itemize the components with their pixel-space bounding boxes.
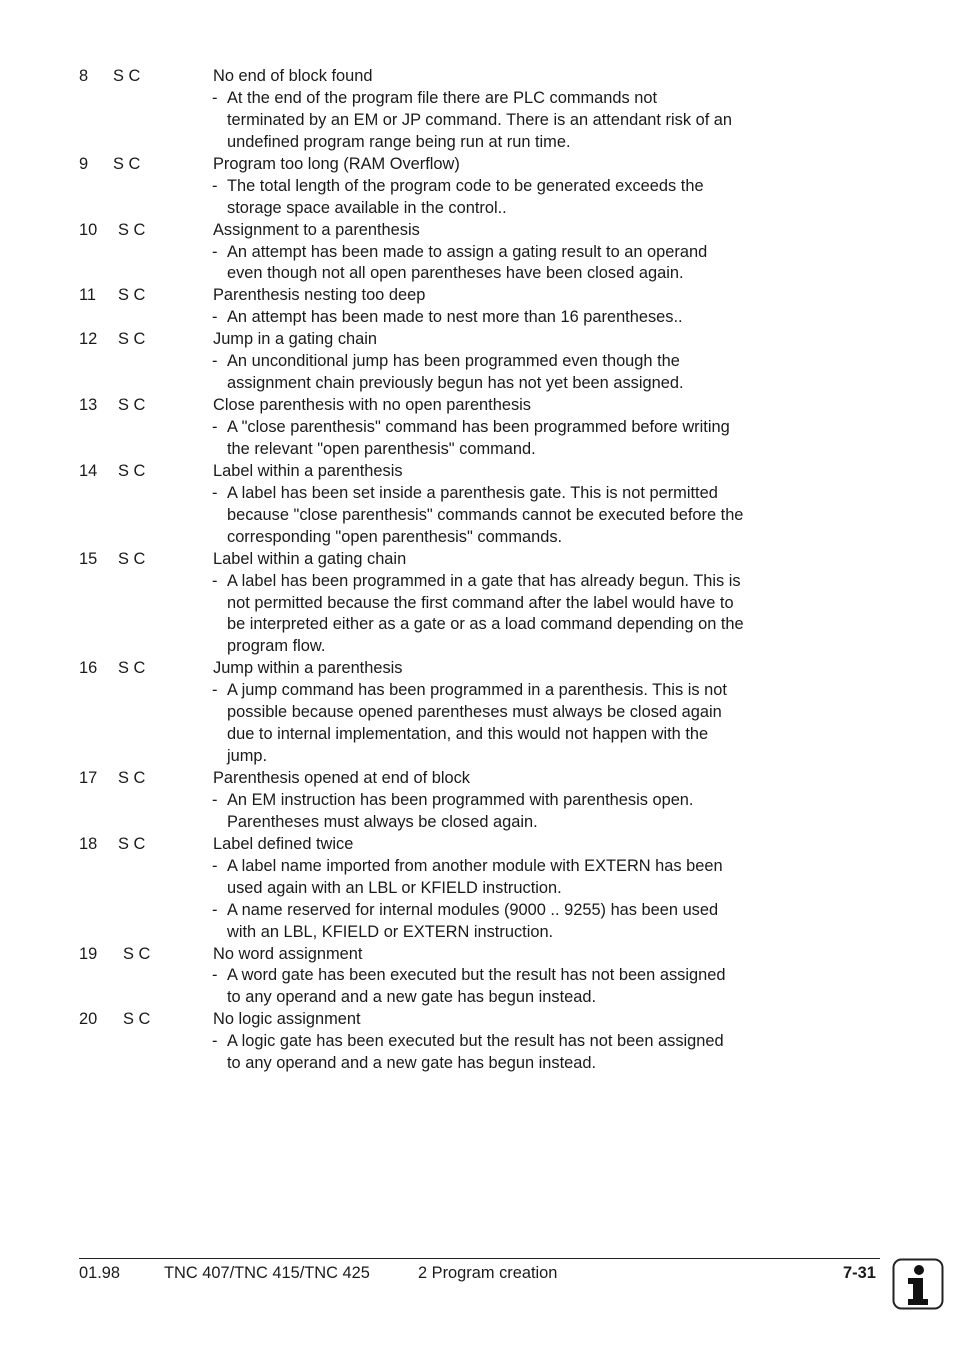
error-description-text: program flow. xyxy=(227,637,326,656)
error-description-text: An attempt has been made to assign a gating result to an operand xyxy=(227,242,708,261)
error-description-line xyxy=(0,965,954,987)
error-entry-header xyxy=(0,154,954,176)
error-codes: S C xyxy=(113,154,141,173)
footer-page-number: 7-31 xyxy=(843,1264,876,1282)
bullet-dash: - xyxy=(212,483,218,502)
bullet-dash: - xyxy=(212,900,218,919)
bullet-dash: - xyxy=(212,966,218,985)
error-codes: S C xyxy=(118,834,146,853)
error-number: 12 xyxy=(79,330,98,349)
error-description-text: corresponding "open parenthesis" commands. xyxy=(227,527,563,546)
error-entry-header xyxy=(0,1009,954,1031)
error-number: 15 xyxy=(79,549,98,568)
error-description-line xyxy=(0,439,954,461)
error-codes: S C xyxy=(118,286,146,305)
error-description-line xyxy=(0,1031,954,1053)
error-number: 19 xyxy=(79,944,98,963)
error-description-text: Parentheses must always be closed again. xyxy=(227,812,538,831)
error-description-line xyxy=(0,110,954,132)
error-description-text: terminated by an EM or JP command. There is an attendant risk of an xyxy=(227,110,733,129)
error-description-text: jump. xyxy=(227,747,268,766)
error-description-text: be interpreted either as a gate or as a load command depending on the xyxy=(227,615,744,634)
error-description-text: storage space available in the control.. xyxy=(227,198,507,217)
bullet-dash: - xyxy=(212,308,218,327)
error-description-text: with an LBL, KFIELD or EXTERN instruction. xyxy=(227,922,554,941)
error-description-text: the relevant "open parenthesis" command. xyxy=(227,439,536,458)
bullet-dash: - xyxy=(212,571,218,590)
error-description-line xyxy=(0,878,954,900)
error-description-text: An EM instruction has been programmed with parenthesis open. xyxy=(227,790,694,809)
error-number: 10 xyxy=(79,220,98,239)
error-title: Parenthesis opened at end of block xyxy=(213,769,470,787)
error-description-line xyxy=(0,483,954,505)
error-description-text: An attempt has been made to nest more than 16 parentheses.. xyxy=(227,308,683,327)
error-description-text: At the end of the program file there are PLC commands not xyxy=(227,88,658,107)
error-codes: S C xyxy=(118,330,146,349)
error-codes: S C xyxy=(118,396,146,415)
error-title: Label within a gating chain xyxy=(213,549,407,568)
footer-chapter: 2 Program creation xyxy=(418,1264,558,1282)
error-description-text: undefined program range being run at run time. xyxy=(227,132,571,151)
error-codes: S C xyxy=(123,1010,151,1029)
error-description-line xyxy=(0,242,954,264)
error-description-text: due to internal implementation, and this would not happen with the xyxy=(227,725,709,744)
error-description-line xyxy=(0,790,954,812)
error-description-line xyxy=(0,198,954,220)
error-description-line xyxy=(0,812,954,834)
error-entry-header xyxy=(0,549,954,571)
error-description-text: possible because opened parentheses must always be closed again xyxy=(227,703,722,722)
error-description-line xyxy=(0,746,954,768)
error-codes: S C xyxy=(113,67,141,85)
footer-date: 01.98 xyxy=(79,1264,121,1282)
bullet-dash: - xyxy=(212,1032,218,1051)
bullet-dash: - xyxy=(212,418,218,436)
page-footer xyxy=(0,1258,954,1318)
error-description-line xyxy=(0,263,954,285)
error-description-line xyxy=(0,702,954,724)
error-description-text: not permitted because the first command after the label would have to xyxy=(227,593,734,612)
bullet-dash: - xyxy=(212,176,218,195)
error-entry-header xyxy=(0,395,954,417)
error-title: Parenthesis nesting too deep xyxy=(213,286,426,305)
error-list xyxy=(0,66,954,1075)
error-entry-header xyxy=(0,461,954,483)
bullet-dash: - xyxy=(212,352,218,371)
error-description-text: even though not all open parentheses have been closed again. xyxy=(227,264,684,283)
error-codes: S C xyxy=(118,549,146,568)
error-description-line xyxy=(0,307,954,329)
error-description-line xyxy=(0,680,954,702)
error-codes: S C xyxy=(123,944,151,963)
error-description-text: to any operand and a new gate has begun instead. xyxy=(227,1054,597,1073)
error-description-text: A "close parenthesis" command has been programmed before writing xyxy=(227,418,730,436)
error-description-line xyxy=(0,373,954,395)
error-number: 20 xyxy=(79,1010,98,1029)
error-title: Jump within a parenthesis xyxy=(213,659,403,678)
error-title: No word assignment xyxy=(213,944,363,963)
error-entry-header xyxy=(0,768,954,790)
error-description-text: A label has been set inside a parenthesis gate. This is not permitted xyxy=(227,483,718,502)
error-description-text: A jump command has been programmed in a parenthesis. This is not xyxy=(227,681,727,700)
error-title: No end of block found xyxy=(213,67,373,85)
error-description-line xyxy=(0,636,954,658)
error-description-line xyxy=(0,593,954,615)
error-entry-header xyxy=(0,944,954,966)
error-title: No logic assignment xyxy=(213,1010,361,1029)
info-icon xyxy=(892,1258,944,1310)
bullet-dash: - xyxy=(212,88,218,107)
error-description-text: used again with an LBL or KFIELD instruction. xyxy=(227,878,562,897)
error-entry-header xyxy=(0,66,954,88)
error-title: Close parenthesis with no open parenthesis xyxy=(213,396,531,415)
bullet-dash: - xyxy=(212,681,218,700)
error-entry-header xyxy=(0,834,954,856)
bullet-dash: - xyxy=(212,790,218,809)
error-description-text: A label name imported from another module with EXTERN has been xyxy=(227,856,723,875)
error-number: 13 xyxy=(79,396,98,415)
error-number: 18 xyxy=(79,834,98,853)
error-codes: S C xyxy=(118,769,146,787)
error-description-text: A label has been programmed in a gate that has already begun. This is xyxy=(227,571,741,590)
error-description-text: An unconditional jump has been programmed even though the xyxy=(227,352,680,371)
error-description-line xyxy=(0,351,954,373)
error-description-line xyxy=(0,614,954,636)
error-entry-header xyxy=(0,658,954,680)
error-title: Jump in a gating chain xyxy=(213,330,378,349)
error-title: Assignment to a parenthesis xyxy=(213,220,420,239)
error-description-line xyxy=(0,922,954,944)
error-description-line xyxy=(0,176,954,198)
error-number: 14 xyxy=(79,461,98,480)
error-description-text: assignment chain previously begun has not yet been assigned. xyxy=(227,374,684,393)
error-number: 17 xyxy=(79,769,98,787)
error-codes: S C xyxy=(118,659,146,678)
error-description-line xyxy=(0,900,954,922)
error-title: Label within a parenthesis xyxy=(213,461,403,480)
error-description-line xyxy=(0,724,954,746)
error-description-text: A word gate has been executed but the result has not been assigned xyxy=(227,966,726,985)
error-description-line xyxy=(0,987,954,1009)
error-description-line xyxy=(0,571,954,593)
bullet-dash: - xyxy=(212,242,218,261)
error-codes: S C xyxy=(118,220,146,239)
error-title: Program too long (RAM Overflow) xyxy=(213,154,460,173)
error-description-line xyxy=(0,132,954,154)
footer-models: TNC 407/TNC 415/TNC 425 xyxy=(164,1264,370,1282)
error-number: 16 xyxy=(79,659,98,678)
error-number: 11 xyxy=(79,286,97,305)
error-description-text: A name reserved for internal modules (9000 .. 9255) has been used xyxy=(227,900,719,919)
error-title: Label defined twice xyxy=(213,834,354,853)
error-description-line xyxy=(0,88,954,110)
error-entry-header xyxy=(0,285,954,307)
error-description-text: A logic gate has been executed but the result has not been assigned xyxy=(227,1032,724,1051)
error-entry-header xyxy=(0,220,954,242)
error-description-line xyxy=(0,1053,954,1075)
error-description-line xyxy=(0,856,954,878)
error-description-line xyxy=(0,417,954,439)
error-entry-header xyxy=(0,329,954,351)
error-number: 9 xyxy=(79,154,89,173)
error-description-text: because "close parenthesis" commands cannot be executed before the xyxy=(227,505,744,524)
footer-rule xyxy=(79,1258,880,1259)
bullet-dash: - xyxy=(212,856,218,875)
error-number: 8 xyxy=(79,67,89,85)
error-description-text: The total length of the program code to be generated exceeds the xyxy=(227,176,704,195)
error-description-text: to any operand and a new gate has begun instead. xyxy=(227,988,597,1007)
error-description-line xyxy=(0,505,954,527)
error-description-line xyxy=(0,527,954,549)
error-codes: S C xyxy=(118,461,146,480)
